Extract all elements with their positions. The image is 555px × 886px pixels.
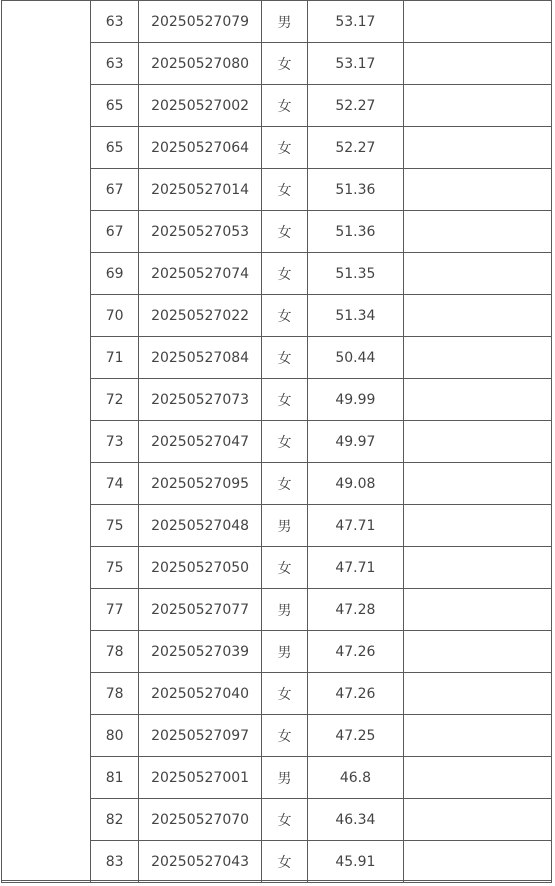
rank-cell: 71 xyxy=(91,337,138,379)
score-cell: 49.08 xyxy=(307,463,404,505)
gender-cell: 男 xyxy=(262,589,307,631)
score-cell: 53.17 xyxy=(307,1,404,43)
score-cell: 46.8 xyxy=(307,757,404,799)
gender-cell: 女 xyxy=(262,43,307,85)
gender-cell: 女 xyxy=(262,841,307,883)
score-cell: 49.97 xyxy=(307,421,404,463)
score-cell: 52.27 xyxy=(307,127,404,169)
remark-cell xyxy=(404,253,552,295)
id-cell: 20250527050 xyxy=(138,547,262,589)
id-cell: 20250527070 xyxy=(138,799,262,841)
score-cell: 47.28 xyxy=(307,589,404,631)
id-cell: 20250527022 xyxy=(138,295,262,337)
id-cell: 20250527043 xyxy=(138,841,262,883)
id-cell: 20250527039 xyxy=(138,631,262,673)
remark-cell xyxy=(404,463,552,505)
remark-cell xyxy=(404,295,552,337)
gender-cell: 女 xyxy=(262,253,307,295)
remark-cell xyxy=(404,211,552,253)
gender-cell: 女 xyxy=(262,673,307,715)
id-cell: 20250527014 xyxy=(138,169,262,211)
id-cell: 20250527084 xyxy=(138,337,262,379)
rank-cell: 80 xyxy=(91,715,138,757)
rank-cell: 65 xyxy=(91,127,138,169)
gender-cell: 女 xyxy=(262,799,307,841)
remark-cell xyxy=(404,85,552,127)
id-cell: 20250527064 xyxy=(138,127,262,169)
remark-cell xyxy=(404,715,552,757)
id-cell: 20250527040 xyxy=(138,673,262,715)
score-cell: 47.71 xyxy=(307,547,404,589)
rank-cell: 75 xyxy=(91,547,138,589)
remark-cell xyxy=(404,757,552,799)
gender-cell: 女 xyxy=(262,295,307,337)
rank-cell: 70 xyxy=(91,295,138,337)
rank-cell: 78 xyxy=(91,631,138,673)
id-cell: 20250527095 xyxy=(138,463,262,505)
gender-cell: 男 xyxy=(262,757,307,799)
remark-cell xyxy=(404,841,552,883)
remark-cell xyxy=(404,589,552,631)
rank-cell: 82 xyxy=(91,799,138,841)
table-row xyxy=(2,1,552,43)
remark-cell xyxy=(404,799,552,841)
score-cell: 46.34 xyxy=(307,799,404,841)
rank-cell: 67 xyxy=(91,169,138,211)
remark-cell xyxy=(404,337,552,379)
score-cell: 47.25 xyxy=(307,715,404,757)
gender-cell: 女 xyxy=(262,715,307,757)
remark-cell xyxy=(404,547,552,589)
gender-cell: 女 xyxy=(262,169,307,211)
gender-cell: 女 xyxy=(262,547,307,589)
remark-cell xyxy=(404,505,552,547)
id-cell: 20250527047 xyxy=(138,421,262,463)
id-cell: 20250527053 xyxy=(138,211,262,253)
id-cell: 20250527080 xyxy=(138,43,262,85)
rank-cell: 65 xyxy=(91,85,138,127)
remark-cell xyxy=(404,127,552,169)
id-cell: 20250527073 xyxy=(138,379,262,421)
gender-cell: 女 xyxy=(262,337,307,379)
gender-cell: 女 xyxy=(262,211,307,253)
gender-cell: 女 xyxy=(262,421,307,463)
gender-cell: 男 xyxy=(262,1,307,43)
id-cell: 20250527048 xyxy=(138,505,262,547)
id-cell: 20250527097 xyxy=(138,715,262,757)
remark-cell xyxy=(404,1,552,43)
id-cell: 20250527002 xyxy=(138,85,262,127)
remark-cell xyxy=(404,379,552,421)
merged-category-cell xyxy=(2,1,91,883)
id-cell: 20250527074 xyxy=(138,253,262,295)
rank-cell: 83 xyxy=(91,841,138,883)
score-cell: 51.36 xyxy=(307,169,404,211)
rank-cell: 81 xyxy=(91,757,138,799)
score-cell: 45.91 xyxy=(307,841,404,883)
score-cell: 47.26 xyxy=(307,673,404,715)
id-cell: 20250527001 xyxy=(138,757,262,799)
remark-cell xyxy=(404,631,552,673)
gender-cell: 女 xyxy=(262,463,307,505)
rank-cell: 63 xyxy=(91,1,138,43)
rank-cell: 77 xyxy=(91,589,138,631)
score-cell: 51.34 xyxy=(307,295,404,337)
score-cell: 53.17 xyxy=(307,43,404,85)
rank-cell: 75 xyxy=(91,505,138,547)
id-cell: 20250527077 xyxy=(138,589,262,631)
remark-cell xyxy=(404,421,552,463)
score-cell: 51.36 xyxy=(307,211,404,253)
rank-cell: 67 xyxy=(91,211,138,253)
rank-cell: 78 xyxy=(91,673,138,715)
gender-cell: 女 xyxy=(262,127,307,169)
table-bottom-border xyxy=(1,880,552,881)
gender-cell: 女 xyxy=(262,85,307,127)
id-cell: 20250527079 xyxy=(138,1,262,43)
rank-cell: 72 xyxy=(91,379,138,421)
gender-cell: 女 xyxy=(262,379,307,421)
gender-cell: 男 xyxy=(262,505,307,547)
score-cell: 51.35 xyxy=(307,253,404,295)
results-table xyxy=(1,0,552,883)
remark-cell xyxy=(404,673,552,715)
rank-cell: 63 xyxy=(91,43,138,85)
score-cell: 49.99 xyxy=(307,379,404,421)
table-body xyxy=(2,1,552,883)
rank-cell: 73 xyxy=(91,421,138,463)
score-cell: 50.44 xyxy=(307,337,404,379)
remark-cell xyxy=(404,43,552,85)
gender-cell: 男 xyxy=(262,631,307,673)
rank-cell: 74 xyxy=(91,463,138,505)
score-cell: 47.71 xyxy=(307,505,404,547)
remark-cell xyxy=(404,169,552,211)
score-cell: 52.27 xyxy=(307,85,404,127)
score-cell: 47.26 xyxy=(307,631,404,673)
rank-cell: 69 xyxy=(91,253,138,295)
